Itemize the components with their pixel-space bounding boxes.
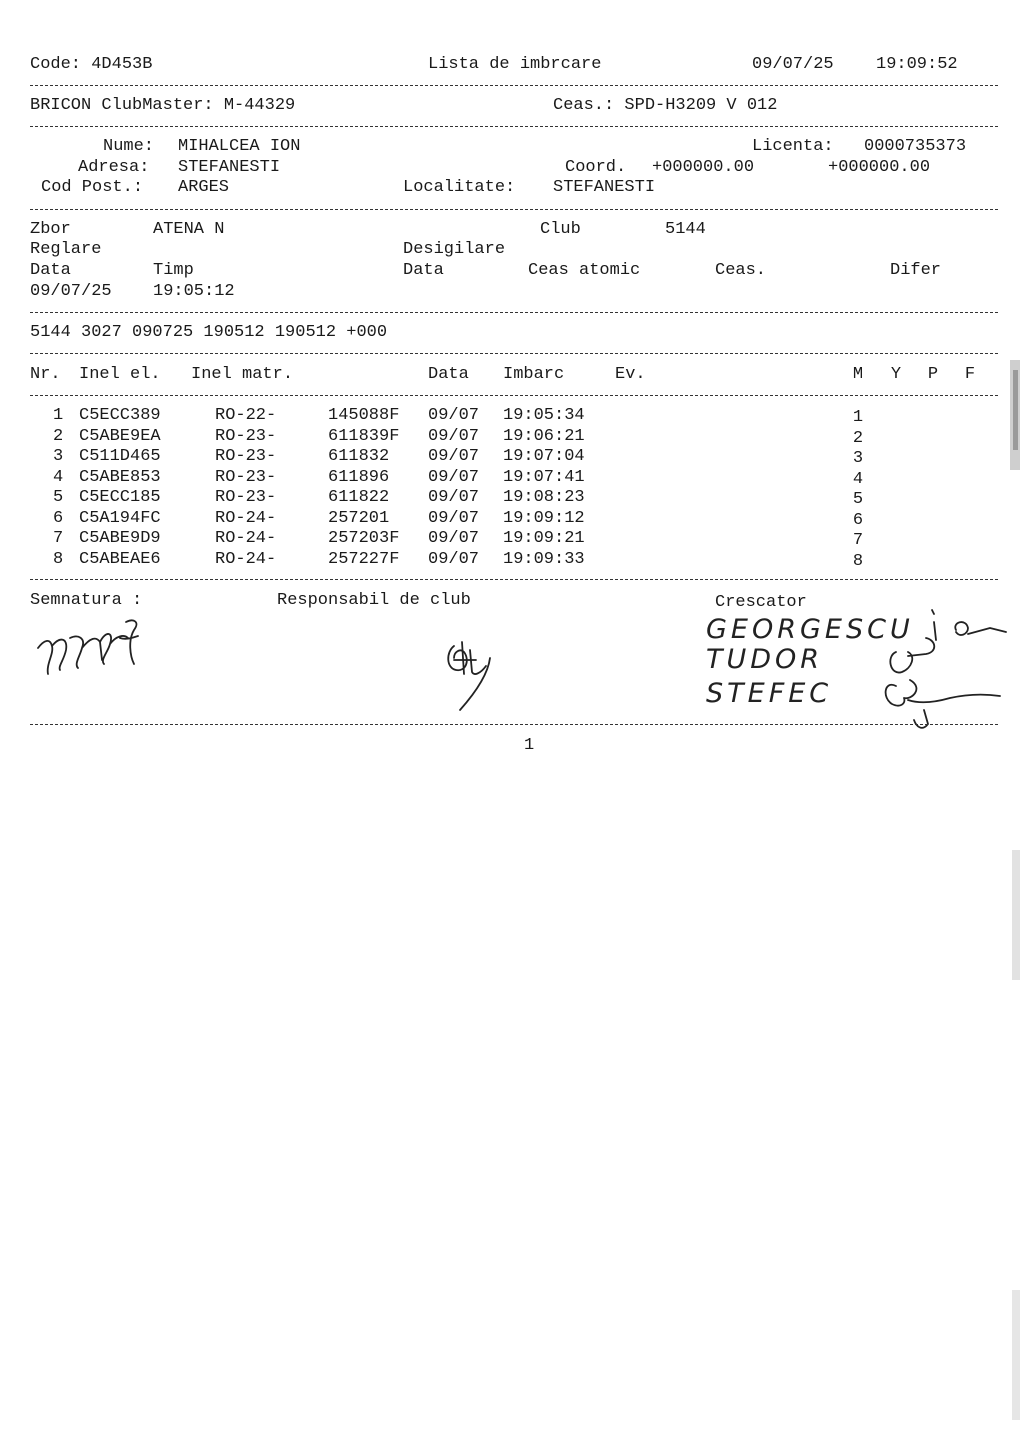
row-m-value: 7 — [852, 531, 864, 550]
license-label: Licenta: — [752, 137, 834, 156]
row-time: 19:07:41 — [503, 467, 585, 487]
row-m-value: 3 — [852, 449, 864, 468]
row-m-value: 8 — [852, 551, 864, 571]
scan-artifact — [998, 850, 1024, 980]
col-header-p: P — [927, 365, 939, 384]
club-number: 5144 — [665, 220, 706, 239]
owner-name: MIHALCEA ION — [178, 137, 301, 156]
breeder-handwriting-line-3: STEFEC — [706, 678, 833, 709]
row-ring-number: 611832 — [328, 447, 390, 466]
clock-id: Ceas.: SPD-H3209 V 012 — [553, 96, 778, 115]
print-time: 19:09:52 — [876, 55, 958, 74]
desigilare-heading: Desigilare — [403, 240, 506, 259]
breeder-handwriting-line-2: TUDOR — [706, 644, 824, 675]
row-date: 09/07 — [428, 467, 480, 487]
row-ring-number: 611822 — [328, 488, 390, 507]
row-ring-number: 257201 — [328, 508, 390, 528]
row-time: 19:09:33 — [503, 549, 585, 569]
row-time: 19:05:34 — [503, 406, 585, 425]
row-ring-number: 611896 — [328, 467, 390, 487]
reglare-date-label: Data — [30, 261, 71, 280]
set-time: 19:05:12 — [153, 282, 235, 301]
divider — [30, 353, 998, 354]
license-number: 0000735373 — [864, 137, 967, 156]
breeder-handwritten-name — [700, 600, 1010, 740]
clock-label: Ceas. — [715, 261, 767, 280]
signature-scribble — [30, 608, 160, 688]
document-code: Code: 4D453B — [30, 55, 153, 74]
divider — [30, 395, 998, 396]
col-header-y: Y — [890, 365, 902, 384]
row-date: 09/07 — [428, 488, 480, 507]
row-date: 09/07 — [428, 549, 480, 569]
row-date: 09/07 — [428, 426, 480, 446]
row-ring-series: RO-24- — [215, 529, 277, 548]
flight-label: Zbor — [30, 220, 71, 239]
row-nr: 8 — [53, 549, 64, 569]
col-header-m: M — [852, 365, 864, 384]
owner-address: STEFANESTI — [178, 158, 281, 177]
row-time: 19:08:23 — [503, 488, 585, 507]
row-m-value: 4 — [852, 469, 864, 489]
breeder-label: Crescator — [715, 593, 807, 612]
row-nr: 6 — [53, 508, 64, 528]
row-time: 19:09:21 — [503, 529, 585, 548]
col-header-electronic-ring: Inel el. — [79, 365, 161, 384]
breeder-handwriting-line-1: GEORGESCU — [706, 614, 914, 645]
page-number: 1 — [524, 736, 535, 755]
postal-value: ARGES — [178, 178, 230, 197]
row-ring-number: 145088F — [328, 406, 400, 425]
row-date: 09/07 — [428, 529, 480, 548]
locality-label: Localitate: — [403, 178, 516, 197]
divider — [30, 126, 998, 127]
row-m-value: 6 — [852, 510, 864, 530]
row-electronic-ring: C5A194FC — [79, 508, 161, 528]
club-responsible-label: Responsabil de club — [277, 591, 471, 610]
row-electronic-ring: C5ECC185 — [79, 488, 161, 507]
row-electronic-ring: C5ABE9EA — [79, 426, 161, 446]
row-nr: 7 — [53, 529, 64, 548]
row-time: 19:09:12 — [503, 508, 585, 528]
difference-label: Difer — [890, 261, 942, 280]
row-time: 19:07:04 — [503, 447, 585, 466]
row-electronic-ring: C511D465 — [79, 447, 161, 466]
row-ring-series: RO-23- — [215, 447, 277, 466]
row-ring-number: 611839F — [328, 426, 400, 446]
divider — [30, 312, 998, 313]
set-date: 09/07/25 — [30, 282, 112, 301]
row-electronic-ring: C5ABE9D9 — [79, 529, 161, 548]
document-title: Lista de imbrcare — [428, 55, 602, 74]
col-header-ring-number: Inel matr. — [191, 365, 294, 384]
reglare-heading: Reglare — [30, 240, 102, 259]
col-header-nr: Nr. — [30, 365, 61, 384]
divider — [30, 579, 998, 580]
desigilare-date-label: Data — [403, 261, 444, 280]
row-nr: 1 — [53, 406, 64, 425]
divider — [30, 85, 998, 86]
row-nr: 3 — [53, 447, 64, 466]
postal-label: Cod Post.: — [41, 178, 144, 197]
print-date: 09/07/25 — [752, 55, 834, 74]
row-ring-series: RO-22- — [215, 406, 277, 425]
row-ring-number: 257227F — [328, 549, 400, 569]
atomic-clock-label: Ceas atomic — [528, 261, 641, 280]
row-ring-series: RO-23- — [215, 426, 277, 446]
col-header-date: Data — [428, 365, 469, 384]
row-electronic-ring: C5ABEAE6 — [79, 549, 161, 569]
name-label: Nume: — [103, 137, 155, 156]
col-header-event: Ev. — [615, 365, 646, 384]
flight-name: ATENA N — [153, 220, 225, 239]
scan-artifact — [998, 360, 1024, 470]
row-nr: 4 — [53, 467, 64, 487]
row-date: 09/07 — [428, 406, 480, 425]
row-time: 19:06:21 — [503, 426, 585, 446]
row-electronic-ring: C5ABE853 — [79, 467, 161, 487]
locality-value: STEFANESTI — [553, 178, 656, 197]
row-m-value: 1 — [852, 408, 864, 427]
club-label: Club — [540, 220, 581, 239]
club-responsible-signature — [440, 630, 510, 715]
row-ring-series: RO-24- — [215, 508, 277, 528]
row-ring-series: RO-23- — [215, 467, 277, 487]
row-m-value: 2 — [852, 428, 864, 448]
col-header-f: F — [964, 365, 976, 384]
row-nr: 5 — [53, 488, 64, 507]
col-header-boarding: Imbarc — [503, 365, 565, 384]
address-label: Adresa: — [78, 158, 150, 177]
row-date: 09/07 — [428, 508, 480, 528]
row-ring-series: RO-24- — [215, 549, 277, 569]
scan-artifact — [998, 1290, 1024, 1420]
coord-label: Coord. — [565, 158, 627, 177]
row-m-value: 5 — [852, 490, 864, 509]
row-ring-series: RO-23- — [215, 488, 277, 507]
coord-y: +000000.00 — [828, 158, 931, 177]
flight-code-line: 5144 3027 090725 190512 190512 +000 — [30, 323, 388, 342]
club-master-id: BRICON ClubMaster: M-44329 — [30, 96, 296, 115]
row-date: 09/07 — [428, 447, 480, 466]
row-ring-number: 257203F — [328, 529, 400, 548]
divider — [30, 209, 998, 210]
row-electronic-ring: C5ECC389 — [79, 406, 161, 425]
divider — [30, 724, 998, 725]
coord-x: +000000.00 — [652, 158, 755, 177]
signature-label: Semnatura : — [30, 591, 143, 610]
row-nr: 2 — [53, 426, 64, 446]
reglare-time-label: Timp — [153, 261, 194, 280]
